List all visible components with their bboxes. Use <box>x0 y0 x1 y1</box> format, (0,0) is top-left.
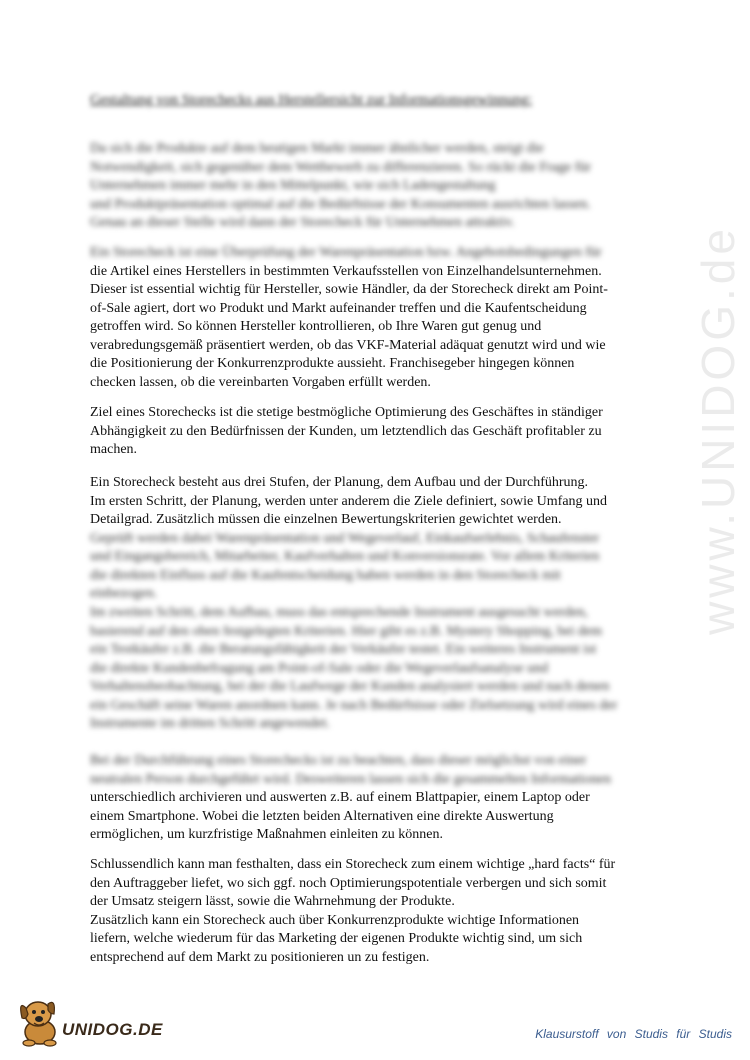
text-line: die Artikel eines Herstellers in bestimmten Verkaufsstellen von Einzelhandelsunternehmen. <box>90 263 602 279</box>
text-line: of-Sale agiert, dort wo Produkt und Markt aufeinander treffen und die Kaufentscheidung <box>90 300 587 316</box>
paragraph <box>90 856 670 967</box>
document-title: Gestaltung von Storechecks aus Herstellersicht zur Informationsgewinnung: <box>90 92 533 108</box>
footer-tagline: Klausurstoff von Studis für Studis <box>535 1027 732 1041</box>
text-line: ermöglichen, um kurzfristige Maßnahmen einleiten zu können. <box>90 827 444 842</box>
blurred-text-line: einbezogen. <box>90 586 158 601</box>
blurred-text-line: Verhaltensbeobachtung, bei der die Laufwege der Kunden analysiert werden und nach denen <box>90 679 610 694</box>
blurred-text-line: Ein Storecheck ist eine Überprüfung der Warenpräsentation bzw. Angebotsbedingungen für <box>90 245 602 260</box>
text-line: Schlussendlich kann man festhalten, dass ein Storecheck zum einem wichtige „hard facts“ für <box>90 857 616 872</box>
blurred-text-line: basierend auf den oben festgelegten Kriterien. Hier gibt es z.B. Mystery Shopping, bei dem <box>90 623 603 639</box>
text-line: getroffen wird. So können Hersteller kontrollieren, ob Ihre Waren gut genug und <box>90 319 542 334</box>
blurred-text-line: Instrumente im dritten Schritt angewendet. <box>90 716 330 731</box>
blurred-text-line: Im zweiten Schritt, dem Aufbau, muss das entsprechende Instrument ausgesucht werden, <box>90 605 589 620</box>
text-line: checken lassen, ob die vereinbarten Vorgaben erfüllt werden. <box>90 374 431 390</box>
watermark: www.UNIDOG.de <box>692 225 744 635</box>
blurred-text-line: und Eingangsbereich, Mitarbeiter, Kaufverhalten und Konversionsrate. Vor allem Kriterien <box>90 549 600 564</box>
text-line: Ein Storecheck besteht aus drei Stufen, der Planung, dem Aufbau und der Durchführung. <box>90 475 589 490</box>
unidog-logo[interactable] <box>14 990 184 1050</box>
logo-text: UNIDOG.DE <box>62 1020 163 1039</box>
dog-mascot-icon <box>14 992 64 1048</box>
text-line: Ziel eines Storechecks ist die stetige bestmögliche Optimierung des Geschäftes in ständiger <box>90 405 603 420</box>
text-line: machen. <box>90 442 138 457</box>
blurred-text-line: ein Geschäft seine Waren anordnen kann. Je nach Bedürfnisse oder Zielsetzung wird eines der <box>90 697 618 713</box>
paragraph <box>90 404 670 460</box>
blurred-text-line: Unternehmen immer mehr in den Mittelpunkt, wie sich Ladengestaltung <box>90 178 496 193</box>
blurred-text-line: Notwendigkeit, sich gegenüber dem Wettbewerb zu differenzieren. So rückt die Frage für <box>90 159 592 175</box>
blurred-text-line: ein Testkäufer z.B. die Beratungsfähigkeit der Verkäufer testet. Ein weiteres Instrument ist <box>90 642 597 657</box>
text-line: verabredungsgemäß präsentiert werden, ob das VKF-Material adäquat genutzt wird und wie <box>90 337 606 353</box>
blurred-text-line: Geprüft werden dabei Warenpräsentation und Wegeverlauf, Einkaufserlebnis, Schaufenster <box>90 530 600 546</box>
text-line: unterschiedlich archivieren und auswerten z.B. auf einem Blattpapier, einem Laptop oder <box>90 790 590 805</box>
blurred-text-line: die direkte Kundenbefragung am Point-of-Sale oder die Wegeverlaufsanalyse und <box>90 660 549 676</box>
blurred-text-line: die direkten Einfluss auf die Kaufentscheidung haben werden in den Storecheck mit <box>90 567 561 583</box>
text-line: Im ersten Schritt, der Planung, werden unter anderem die Ziele definiert, sowie Umfang und <box>90 493 608 509</box>
blurred-text-line: neutralen Person durchgeführt wird. Desweiteren lassen sich die gesammelten Informationen <box>90 771 611 787</box>
text-line: Abhängigkeit zu den Bedürfnissen der Kunden, um letztendlich das Geschäft profitabler zu <box>90 423 602 439</box>
text-line: Zusätzlich kann ein Storecheck auch über Konkurrenzprodukte wichtige Informationen <box>90 912 580 928</box>
blurred-text-line: Bei der Durchführung eines Storechecks ist zu beachten, dass dieser möglichst von einer <box>90 753 587 768</box>
text-line: Dieser ist essential wichtig für Hersteller, sowie Händler, da der Storecheck direkt am Point- <box>90 282 608 297</box>
paragraph <box>90 140 670 233</box>
paragraph <box>90 604 670 734</box>
blurred-text-line: Da sich die Produkte auf dem heutigen Markt immer ähnlicher werden, steigt die <box>90 141 544 156</box>
blurred-text-line: Genau an dieser Stelle wird dann der Storecheck für Unternehmen attraktiv. <box>90 215 515 230</box>
paragraph <box>90 474 670 604</box>
text-line: der Umsatz steigern lässt, sowie die Wahrnehmung der Produkte. <box>90 894 455 909</box>
paragraph <box>90 244 670 392</box>
blurred-text-line: und Produktpräsentation optimal auf die Bedürfnisse der Konsumenten ausrichten lassen. <box>90 196 591 212</box>
text-line: den Auftraggeber liefet, wo sich ggf. noch Optimierungspotentiale verbergen und sich somit <box>90 875 607 891</box>
text-line: Detailgrad. Zusätzlich müssen die einzelnen Bewertungskriterien gewichtet werden. <box>90 512 562 527</box>
text-line: die Positionierung der Konkurrenzprodukte aussieht. Franchisegeber hingegen können <box>90 356 575 371</box>
paragraph <box>90 752 670 845</box>
text-line: entsprechend auf dem Markt zu positionieren un zu festigen. <box>90 949 430 965</box>
text-line: einem Smartphone. Wobei die letzten beiden Alternativen eine direkte Auswertung <box>90 808 554 824</box>
text-line: liefern, welche wiederum für das Marketing der eigenen Produkte wichtig sind, um sich <box>90 931 583 946</box>
